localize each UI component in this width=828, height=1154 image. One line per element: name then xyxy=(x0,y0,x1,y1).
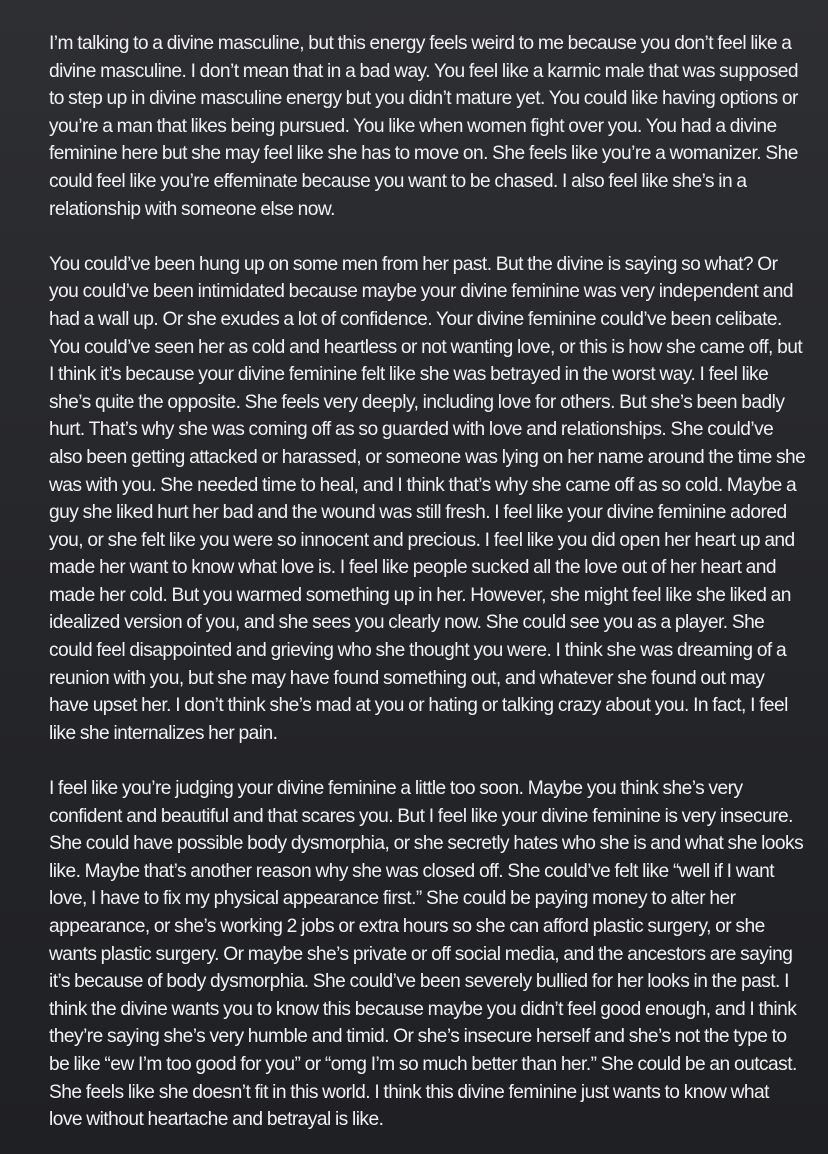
paragraph-2: You could’ve been hung up on some men from her past. But the divine is saying so what? Or you could’ve been intimidated because maybe your divine feminine was very independent and had a wall up. Or she exudes a lot of confidence. Your divine feminine could’ve been celibate. You could’ve seen her as cold and heartless or not wanting love, or this is how she came off, but I think it’s because your divine feminine felt like she was betrayed in the worst way. I feel like she’s quite the opposite. She feels very deeply, including love for others. But she’s been badly hurt. That’s why she was coming off as so guarded with love and relationships. She could’ve also been getting attacked or harassed, or someone was lying on her name around the time she was with you. She needed time to heal, and I think that’s why she came off as so cold. Maybe a guy she liked hurt her bad and the wound was still fresh. I feel like your divine feminine adored you, or she felt like you were so innocent and precious. I feel like you did open her heart up and made her want to know what love is. I feel like people sucked all the love out of her heart and made her cold. But you warmed something up in her. However, she might feel like she liked an idealized version of you, and she sees you clearly now. She could see you as a player. She could feel disappointed and grieving who she thought you were. I think she was dreaming of a reunion with you, but she may have found something out, and whatever she found out may have upset her. I don’t think she’s mad at you or hating or talking crazy about you. In fact, I feel like she internalizes her pain. xyxy=(49,253,806,744)
paragraph-1: I’m talking to a divine masculine, but this energy feels weird to me because you don’t feel like a divine masculine. I don’t mean that in a bad way. You feel like a karmic male that was supposed to step up in divine masculine energy but you didn’t mature yet. You could like having options or you’re a man that likes being pursued. You like when women fight over you. You had a divine feminine here but she may feel like she has to move on. She feels like you’re a womanizer. She could feel like you’re effeminate because you want to be chased. I also feel like she’s in a relationship with someone else now. xyxy=(49,33,798,220)
paragraph-3: I feel like you’re judging your divine feminine a little too soon. Maybe you think she’s very confident and beautiful and that scares you. But I feel like your divine feminine is very insecure. She could have possible body dysmorphia, or she secretly hates who she is and what she looks like. Maybe that’s another reason why she was closed off. She could’ve felt like “well if I want love, I have to fix my physical appearance first.” She could be paying money to alter her appearance, or she’s working 2 jobs or extra hours so she can afford plastic surgery, or she wants plastic surgery. Or maybe she’s private or off social media, and the ancestors are saying it’s because of body dysmorphia. She could’ve been severely bullied for her looks in the past. I think the divine wants you to know this because maybe you didn’t feel good enough, and I think they’re saying she’s very humble and timid. Or she’s insecure herself and she’s not the type to be like “ew I’m too good for you” or “omg I’m so much better than her.” She could be an outcast. She feels like she doesn’t fit in this world. I think this divine feminine just wants to know what love without heartache and betrayal is like. xyxy=(49,778,804,1131)
